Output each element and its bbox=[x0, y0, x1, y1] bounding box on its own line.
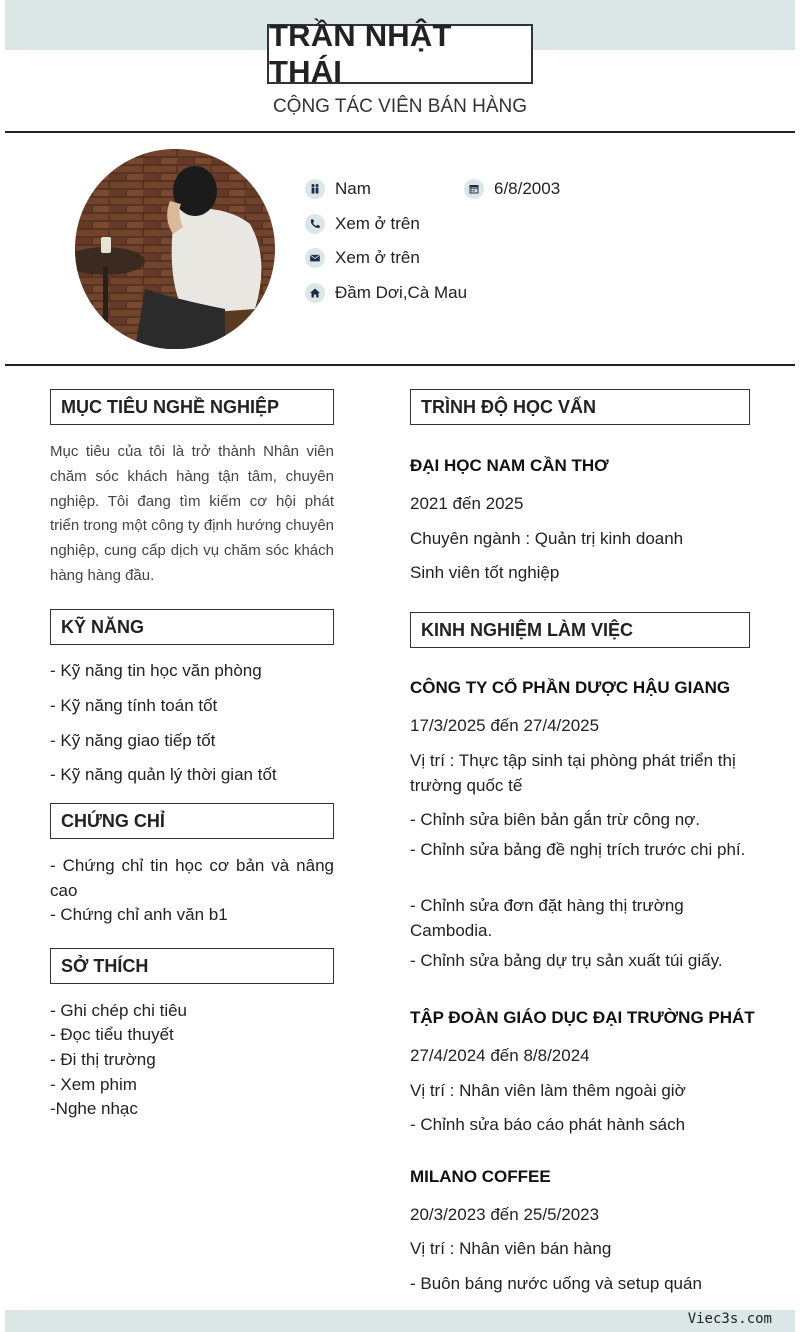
skill-item: - Kỹ năng tính toán tốt bbox=[50, 696, 218, 715]
job-task: - Buôn báng nước uống và setup quán bbox=[410, 1274, 702, 1293]
avatar bbox=[75, 149, 275, 349]
company-name: CÔNG TY CỔ PHẦN DƯỢC HẬU GIANG bbox=[410, 678, 731, 697]
footer-band bbox=[5, 1310, 795, 1332]
phone-icon bbox=[305, 214, 325, 234]
certificate-item: - Chứng chỉ anh văn b1 bbox=[50, 905, 228, 924]
email-value: Xem ở trên bbox=[335, 248, 420, 267]
job-task: - Chỉnh sửa biên bản gắn trừ công nợ. bbox=[410, 810, 701, 829]
job-period: 17/3/2025 đến 27/4/2025 bbox=[410, 716, 600, 735]
skill-item: - Kỹ năng giao tiếp tốt bbox=[50, 731, 216, 750]
address-row bbox=[305, 283, 467, 303]
education-heading: TRÌNH ĐỘ HỌC VẤN bbox=[410, 389, 750, 425]
objective-heading: MỤC TIÊU NGHỀ NGHIỆP bbox=[50, 389, 334, 425]
phone-row bbox=[305, 214, 420, 234]
avatar-photo bbox=[75, 149, 275, 349]
education-status: Sinh viên tốt nghiệp bbox=[410, 563, 560, 582]
job-period: 27/4/2024 đến 8/8/2024 bbox=[410, 1046, 590, 1065]
education-major: Chuyên ngành : Quản trị kinh doanh bbox=[410, 529, 684, 548]
hobby-item: - Ghi chép chi tiêu bbox=[50, 1001, 188, 1020]
company-name: MILANO COFFEE bbox=[410, 1167, 551, 1186]
hobby-item: -Nghe nhạc bbox=[50, 1099, 138, 1118]
company-name: TẬP ĐOÀN GIÁO DỤC ĐẠI TRƯỜNG PHÁT bbox=[410, 1008, 755, 1027]
envelope-icon bbox=[305, 248, 325, 268]
job-task: - Chỉnh sửa báo cáo phát hành sách bbox=[410, 1115, 686, 1134]
job-period: 20/3/2023 đến 25/5/2023 bbox=[410, 1205, 600, 1224]
birthday-row bbox=[464, 179, 560, 199]
candidate-name: TRẦN NHẬT THÁI bbox=[269, 18, 452, 89]
school-name: ĐẠI HỌC NAM CẦN THƠ bbox=[410, 456, 609, 475]
job-task: - Chỉnh sửa đơn đặt hàng thị trường Cambodia. bbox=[410, 896, 684, 940]
job-title: CỘNG TÁC VIÊN BÁN HÀNG bbox=[272, 96, 528, 117]
email-row bbox=[305, 248, 420, 268]
education-period: 2021 đến 2025 bbox=[410, 494, 524, 513]
skills-heading: KỸ NĂNG bbox=[50, 609, 334, 645]
hobbies-heading: SỞ THÍCH bbox=[50, 948, 334, 984]
address-value: Đầm Dơi,Cà Mau bbox=[335, 283, 468, 302]
hobby-item: - Đọc tiểu thuyết bbox=[50, 1025, 174, 1044]
job-role: Vị trí : Nhân viên làm thêm ngoài giờ bbox=[410, 1081, 686, 1100]
calendar-icon bbox=[464, 179, 484, 199]
phone-value: Xem ở trên bbox=[335, 214, 420, 233]
watermark: Viec3s.com bbox=[687, 1311, 772, 1327]
divider-middle bbox=[5, 364, 795, 366]
gender-row bbox=[305, 179, 371, 199]
divider-top bbox=[5, 131, 795, 133]
job-role: Vị trí : Thực tập sinh tại phòng phát triển thị trường quốc tế bbox=[410, 751, 736, 795]
home-icon bbox=[305, 283, 325, 303]
objective-text: Mục tiêu của tôi là trở thành Nhân viên chăm sóc khách hàng tận tâm, chuyên nghiệp. Tôi đang tìm kiếm cơ hội phát triển trong một công ty định hướng chuyên nghiệp, cung cấp dịch vụ chăm sóc khách hàng hàng đầu. bbox=[50, 443, 334, 584]
hobby-item: - Xem phim bbox=[50, 1075, 137, 1094]
job-role: Vị trí : Nhân viên bán hàng bbox=[410, 1239, 612, 1258]
name-box bbox=[267, 18, 533, 89]
experience-heading: KINH NGHIỆM LÀM VIỆC bbox=[410, 612, 750, 648]
gender-value: Nam bbox=[335, 179, 371, 198]
certificate-item: - Chứng chỉ tin học cơ bản và nâng cao bbox=[50, 856, 334, 900]
job-task: - Chỉnh sửa bảng dự trụ sản xuất túi giấy. bbox=[410, 951, 723, 970]
skill-item: - Kỹ năng tin học văn phòng bbox=[50, 661, 262, 680]
certificates-heading: CHỨNG CHỈ bbox=[50, 803, 334, 839]
people-icon bbox=[305, 179, 325, 199]
hobby-item: - Đi thị trường bbox=[50, 1050, 156, 1069]
skill-item: - Kỹ năng quản lý thời gian tốt bbox=[50, 765, 277, 784]
job-task: - Chỉnh sửa bảng đề nghị trích trước chi phí. bbox=[410, 840, 746, 859]
birthday-value: 6/8/2003 bbox=[494, 179, 561, 198]
